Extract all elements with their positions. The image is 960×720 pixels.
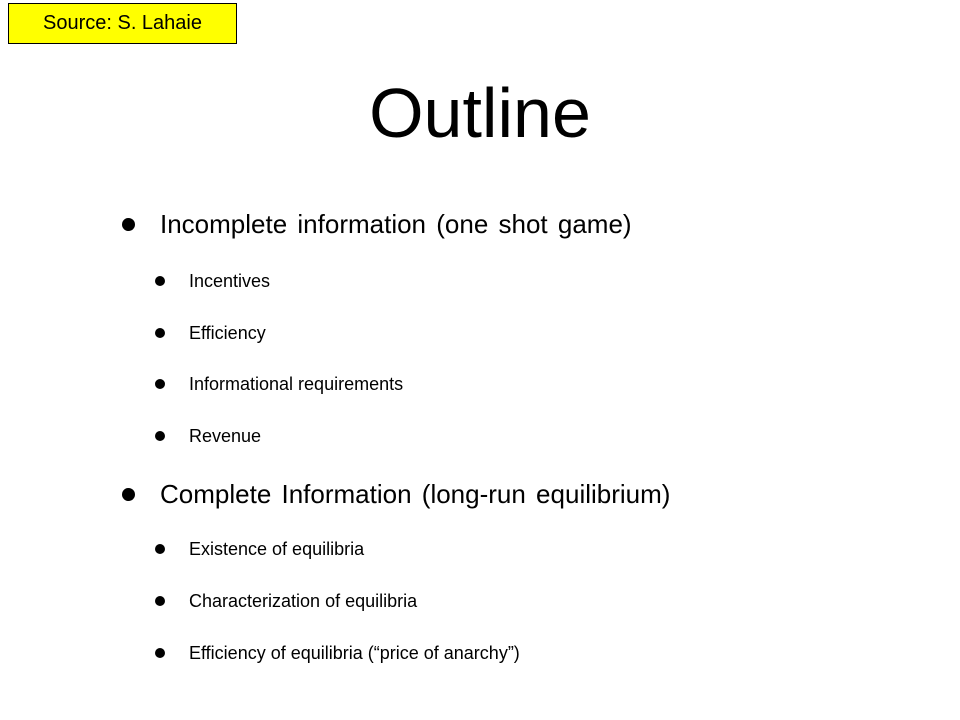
bullet-dot-icon: [122, 218, 135, 231]
bullet-label: Incomplete information (one shot game): [160, 209, 632, 239]
bullet-dot-icon: [155, 596, 165, 606]
bullet-dot-icon: [155, 648, 165, 658]
slide-title: Outline: [369, 74, 591, 152]
bullet-label: Complete Information (long-run equilibrium): [160, 479, 671, 509]
sub-bullet-label: Incentives: [189, 271, 271, 291]
bullet-dot-icon: [155, 276, 165, 286]
bullet-dot-icon: [122, 488, 135, 501]
bullet-dot-icon: [155, 544, 165, 554]
bullet-dot-icon: [155, 431, 165, 441]
sub-bullet-label: Efficiency: [189, 323, 266, 343]
bullet-dot-icon: [155, 328, 165, 338]
sub-bullet-label: Informational requirements: [189, 374, 404, 394]
sub-bullet-label: Characterization of equilibria: [189, 591, 418, 611]
sub-bullet-label: Efficiency of equilibria (“price of anarchy”): [189, 643, 520, 663]
sub-bullet-label: Revenue: [189, 426, 262, 446]
bullet-dot-icon: [155, 379, 165, 389]
source-label: Source: S. Lahaie: [8, 3, 237, 44]
sub-bullet-label: Existence of equilibria: [189, 539, 365, 559]
